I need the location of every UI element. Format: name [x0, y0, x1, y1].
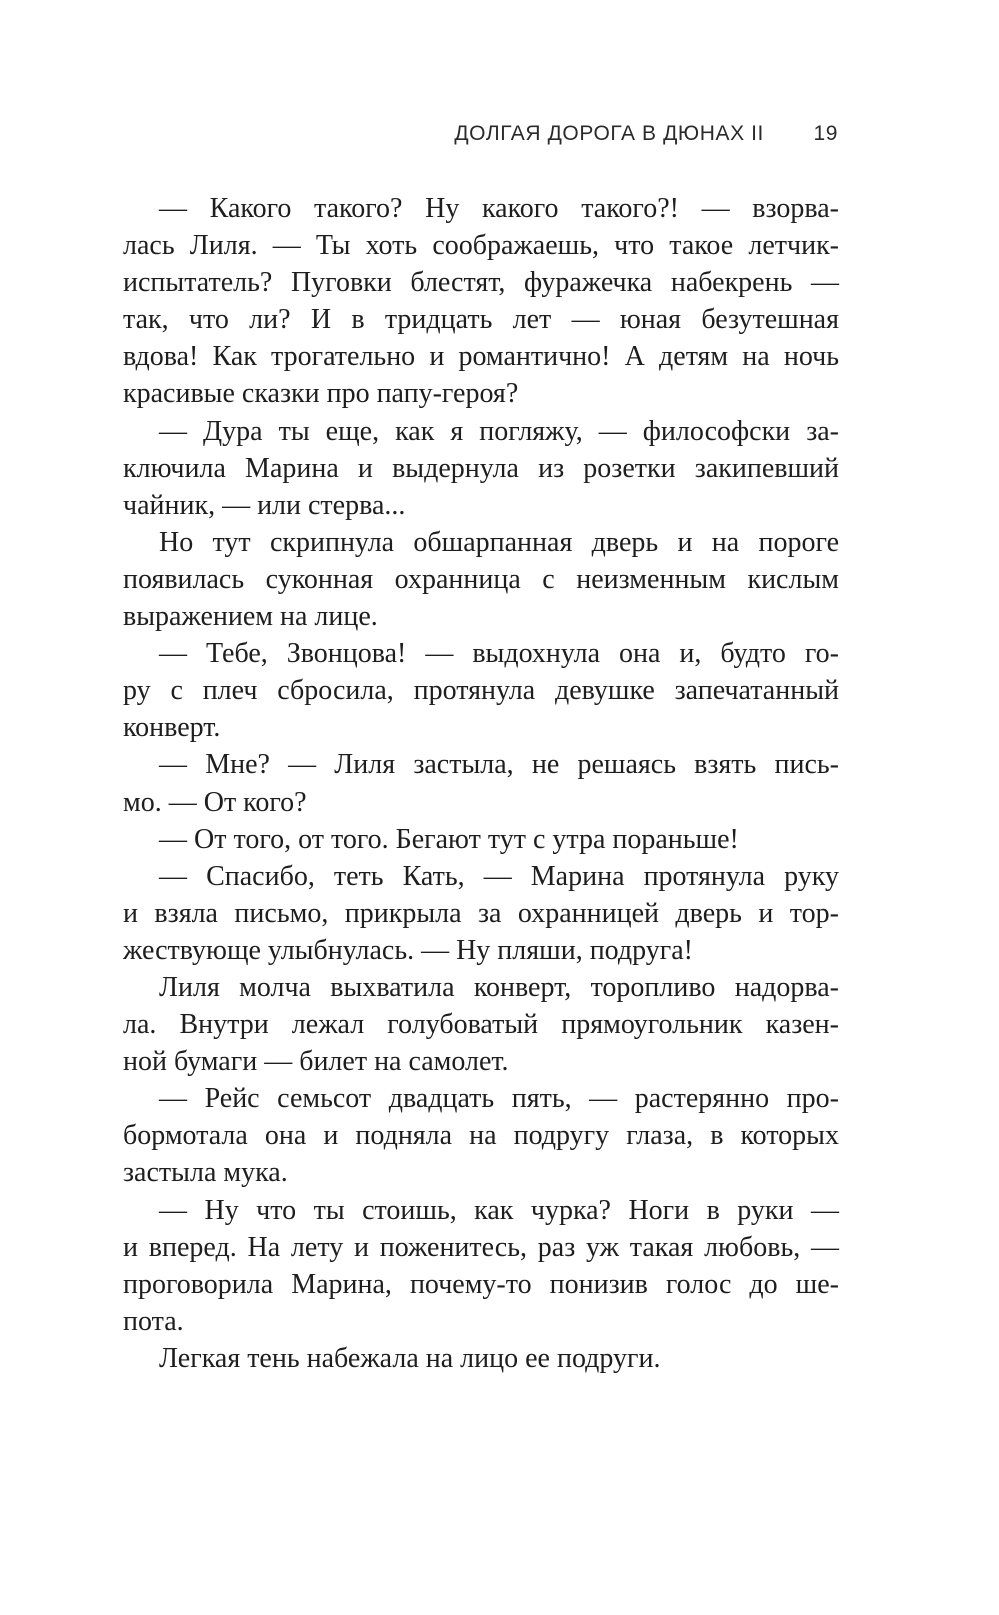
page-number: 19 [813, 122, 838, 145]
body-text [123, 190, 839, 1377]
text-line: жествующе улыбнулась. — Ну пляши, подруга! [123, 934, 693, 966]
text-line: — Спасибо, теть Кать, — Марина протянула руку [159, 860, 839, 892]
text-line: мо. — От кого? [123, 786, 307, 818]
text-line: лась Лиля. — Ты хоть соображаешь, что такое летчик- [123, 230, 839, 262]
text-line: пота. [123, 1305, 184, 1337]
text-line: — Мне? — Лиля застыла, не решаясь взять пись- [159, 749, 839, 781]
text-line: — Рейс семьсот двадцать пять, — растерянно про- [159, 1083, 839, 1115]
text-line: бормотала она и подняла на подругу глаза, в которых [123, 1120, 839, 1152]
text-line: — От того, от того. Бегают тут с утра пораньше! [159, 823, 739, 855]
text-line: испытатель? Пуговки блестят, фуражечка набекрень — [123, 267, 839, 299]
text-line: Но тут скрипнула обшарпанная дверь и на пороге [159, 526, 839, 558]
text-line: выражением на лице. [123, 601, 378, 633]
text-line: Лиля молча выхватила конверт, торопливо надорва- [159, 971, 839, 1003]
text-line: красивые сказки про папу-героя? [123, 378, 519, 410]
text-line: чайник, — или стерва... [123, 489, 406, 521]
text-line: вдова! Как трогательно и романтично! А детям на ночь [123, 341, 839, 373]
text-line: ла. Внутри лежал голубоватый прямоугольник казен- [123, 1009, 839, 1041]
running-header [120, 122, 838, 152]
text-line: Легкая тень набежала на лицо ее подруги. [159, 1342, 661, 1374]
running-title: ДОЛГАЯ ДОРОГА В ДЮНАХ II [454, 122, 764, 145]
text-line: — Какого такого? Ну какого такого?! — взорва- [159, 193, 839, 224]
text-line: ру с плеч сбросила, протянула девушке запечатанный [123, 675, 839, 707]
text-line: — Тебе, Звонцова! — выдохнула она и, будто го- [159, 638, 839, 670]
text-line: ной бумаги — билет на самолет. [123, 1046, 509, 1078]
text-line: и вперед. На лету и поженитесь, раз уж такая любовь, — [123, 1231, 839, 1263]
text-line: проговорила Марина, почему-то понизив голос до ше- [123, 1268, 839, 1300]
text-line: конверт. [123, 712, 221, 744]
text-line: застыла мука. [123, 1157, 288, 1189]
text-line: — Ну что ты стоишь, как чурка? Ноги в руки — [159, 1194, 839, 1226]
text-line: ключила Марина и выдернула из розетки закипевший [123, 452, 839, 484]
text-line: появилась суконная охранница с неизменным кислым [123, 563, 839, 595]
text-line: — Дура ты еще, как я погляжу, — философски за- [159, 415, 839, 447]
text-line: и взяла письмо, прикрыла за охранницей дверь и тор- [123, 897, 839, 929]
text-line: так, что ли? И в тридцать лет — юная безутешная [123, 304, 839, 336]
